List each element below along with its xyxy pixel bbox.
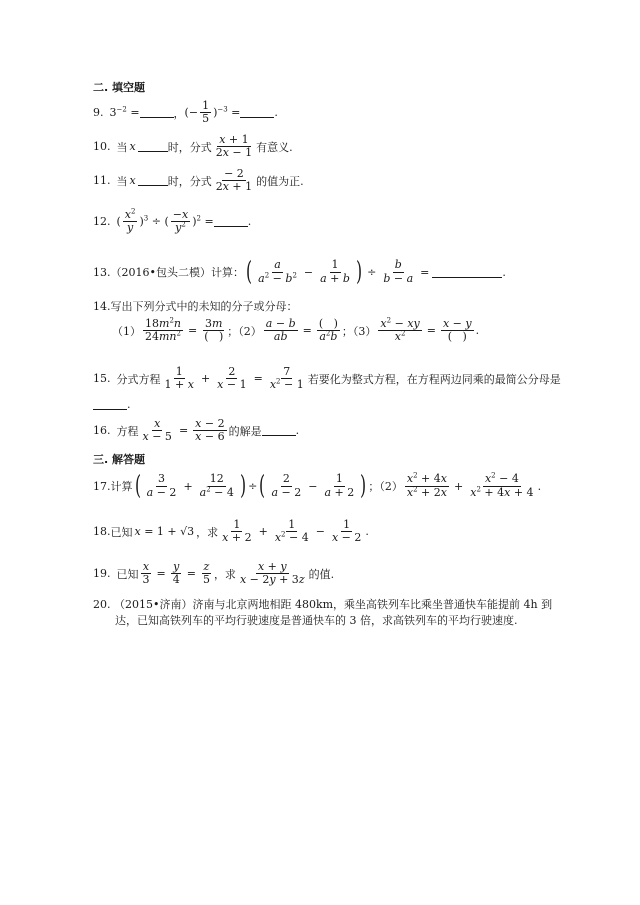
fraction: $\frac{1}{x + 2}$ xyxy=(222,518,252,545)
answer-blank xyxy=(432,267,502,278)
fraction: $\frac{-x}{y^2}$ xyxy=(172,208,189,235)
question-13: 13. （2016•包头二模）计算： ( $\frac{a}{a^2 - b^2}$ − $\frac{1}{a + b}$ ) ÷ $\frac{b}{b - a}$ = . xyxy=(93,257,506,287)
q9-number: 9. xyxy=(93,106,104,120)
question-10: 10. 当 x 时，分式 $\frac{x + 1}{2x - 1}$ 有意义. xyxy=(93,133,293,160)
fraction: $\frac{a - b}{ab}$ xyxy=(265,317,296,344)
fraction: $\frac{x^2 - xy}{x^2}$ xyxy=(380,316,420,344)
q16-number: 16. xyxy=(93,424,111,438)
answer-blank xyxy=(138,141,168,152)
fraction: $\frac{z}{5}$ xyxy=(202,560,210,587)
question-11: 11. 当 x 时，分式 $\frac{- 2}{2x + 1}$ 的值为正. xyxy=(93,167,304,194)
fraction: $\frac{1}{a + b}$ xyxy=(320,258,350,285)
q19-number: 19. xyxy=(93,567,111,581)
question-17: 17. 计算 ( $\frac{3}{a - 2}$ + $\frac{12}{a^2 - 4}$ ) ÷ ( $\frac{2}{a - 2}$ − $\frac{1}{a + 2}$ ) ；（2） $\frac{x^2 + 4x}{x^2 + 2x}$ + $\frac{x^2 - 4}{x^2 + 4x + 4}$ . xyxy=(93,471,542,501)
fraction: $\frac{- 2}{2x + 1}$ xyxy=(215,167,253,194)
fraction: $\frac{x + y}{x - 2y + 3z}$ xyxy=(239,560,305,587)
fraction: $\frac{x^2 - 4}{x^2 + 4x + 4}$ xyxy=(470,471,534,499)
q15-number: 15. xyxy=(93,372,111,386)
fraction: $\frac{2}{a - 2}$ xyxy=(271,472,302,499)
fraction: $\frac{x}{3}$ xyxy=(142,560,150,587)
answer-blank xyxy=(240,107,274,118)
fraction: $\frac{x^2}{y}$ xyxy=(124,207,136,235)
fraction: $\frac{y}{4}$ xyxy=(172,560,180,587)
answer-blank xyxy=(140,107,174,118)
fraction: $\frac{x - 2}{x - 6}$ xyxy=(195,417,225,444)
answer-blank xyxy=(93,399,127,410)
fraction: $\frac{a}{a^2 - b^2}$ xyxy=(258,258,297,285)
question-16: 16. 方程 $\frac{x}{x - 5}$ = $\frac{x - 2}{x - 6}$ 的解是 . xyxy=(93,417,300,444)
q18-number: 18. xyxy=(93,525,111,539)
q20-line-1: 20. （2015•济南）济南与北京两地相距 480km，乘坐高铁列车比乘坐普通快车能提前 4h 到 xyxy=(93,598,553,611)
fraction: $\frac{3m}{( )}$ xyxy=(204,317,224,344)
fraction: $\frac{x - y}{( )}$ xyxy=(442,317,472,344)
q17-number: 17. xyxy=(93,479,111,493)
q11-number: 11. xyxy=(93,174,111,188)
q12-number: 12. xyxy=(93,215,111,229)
q13-number: 13. xyxy=(93,265,111,279)
question-20 xyxy=(93,597,563,629)
question-15: 15. 分式方程 $\frac{1}{1 + x}$ + $\frac{2}{x - 1}$ = $\frac{7}{x^2 - 1}$ 若要化为整式方程，在方程两边同乘的最简公分母是 xyxy=(93,365,561,392)
question-15-answer: . xyxy=(93,398,131,411)
question-18: 18. 已知 x = 1 + √3 ，求 $\frac{1}{x + 2}$ + $\frac{1}{x^2 - 4}$ − $\frac{1}{x - 2}$ . xyxy=(93,518,369,545)
section-fill-in-heading: 二. 填空题 xyxy=(93,81,146,94)
answer-blank xyxy=(214,216,248,227)
answer-blank xyxy=(138,175,168,186)
fraction: $\frac{3}{a - 2}$ xyxy=(146,472,177,499)
question-14: 14. 写出下列分式中的未知的分子或分母： xyxy=(93,299,298,313)
q20-line-2: 达，已知高铁列车的平均行驶速度是普通快车的 3 倍，求高铁列车的平均行驶速度. xyxy=(115,614,518,627)
fraction: $\frac{1}{a + 2}$ xyxy=(324,472,355,499)
fraction: $\frac{( )}{a^2b}$ xyxy=(318,317,338,344)
fraction: $\frac{18m^2n}{24mn^2}$ xyxy=(145,316,181,344)
q10-number: 10. xyxy=(93,140,111,154)
fraction: $\frac{7}{x^2 - 1}$ xyxy=(269,365,304,392)
question-9: 9. $3^{-2}$ = ， (− $\frac{1}{5}$ )$^{-3}$ = . xyxy=(93,99,278,126)
fraction: $\frac{x^2 + 4x}{x^2 + 2x}$ xyxy=(406,471,447,499)
fraction: $\frac{1}{x^2 - 4}$ xyxy=(274,518,309,545)
q14-number: 14. xyxy=(93,299,111,313)
fraction: $\frac{x}{x - 5}$ xyxy=(142,417,172,444)
fraction: $\frac{1}{1 + x}$ xyxy=(164,365,194,392)
fraction: $\frac{x + 1}{2x - 1}$ xyxy=(215,133,253,160)
fraction: $\frac{2}{x - 1}$ xyxy=(217,365,247,392)
section-solve-heading: 三. 解答题 xyxy=(93,453,146,466)
question-14-parts: （1） $\frac{18m^2n}{24mn^2}$ = $\frac{3m}{( )}$ ；（2） $\frac{a - b}{ab}$ = $\frac{( )}{a^2b}$ ；（3） $\frac{x^2 - xy}{x^2}$ = $\frac{x - y}{( )}$ . xyxy=(112,316,480,344)
fraction: $\frac{b}{b - a}$ xyxy=(383,258,414,285)
question-12: 12. ( $\frac{x^2}{y}$ )$^3$ ÷ ( $\frac{-x}{y^2}$ )$^2$ = . xyxy=(93,207,252,235)
fraction: $\frac{1}{x - 2}$ xyxy=(331,518,362,545)
answer-blank xyxy=(262,425,296,436)
fraction: $\frac{12}{a^2 - 4}$ xyxy=(199,472,234,499)
question-19: 19. 已知 $\frac{x}{3}$ = $\frac{y}{4}$ = $\frac{z}{5}$ ，求 $\frac{x + y}{x - 2y + 3z}$ 的值. xyxy=(93,560,335,587)
fraction: $\frac{1}{5}$ xyxy=(202,99,210,126)
